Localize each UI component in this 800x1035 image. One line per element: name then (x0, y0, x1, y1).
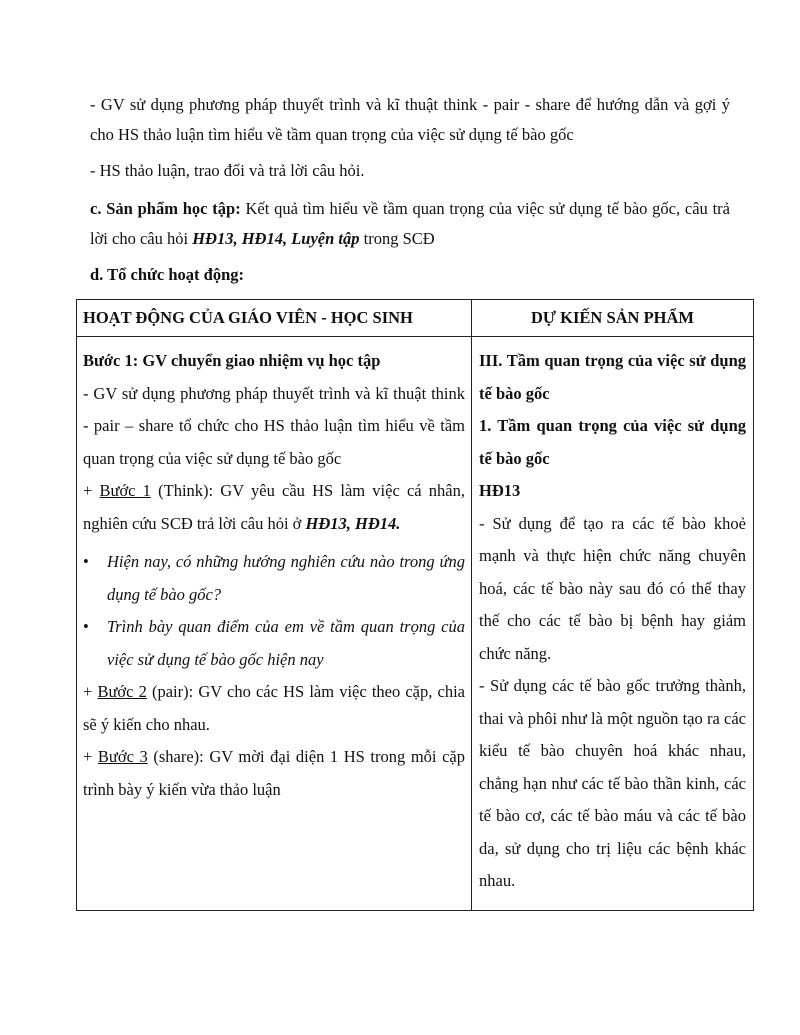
product-text: Kết quả tìm hiểu về tầm quan trọng của việc sử dụng tế bào gốc, câu trả lời cho câu hỏi (90, 199, 730, 248)
header-teacher-student: HOẠT ĐỘNG CỦA GIÁO VIÊN - HỌC SINH (77, 300, 472, 337)
hs-line: - HS thảo luận, trao đổi và trả lời câu hỏi. (90, 161, 365, 180)
header-expected-product: DỰ KIẾN SẢN PHẨM (472, 300, 754, 337)
sub-step-1-refs: HĐ13, HĐ14. (305, 513, 401, 533)
step-heading: Bước 1: GV chuyển giao nhiệm vụ học tập (83, 351, 381, 370)
sub-step-2-label: Bước 2 (97, 682, 147, 701)
organize-paragraph (90, 260, 730, 290)
product-paragraph (90, 194, 730, 254)
sub-step-3-label: Bước 3 (97, 747, 148, 766)
importance-point-2: - Sử dụng các tế bào gốc trưởng thành, thai và phôi như là một nguồn tạo ra các kiểu tế bào chuyên hoá khác nhau, chẳng hạn như các tế bào thần kinh, các tế bào cơ, các tế bào máu và các tế bào da, sử dụng cho trị liệu các bệnh khác nhau. (479, 676, 746, 890)
sub-step-3-text: (share): GV mời đại diện 1 HS trong mỗi cặp trình bày ý kiến vừa thảo luận (83, 747, 466, 799)
sub-step-3-prefix: + (83, 747, 98, 766)
question-bullet-2: • Trình bày quan điểm của em về tầm quan trọng của việc sử dụng tế bào gốc hiện nay (83, 611, 465, 676)
sub-step-2 (83, 676, 465, 741)
sub-step-3 (83, 741, 465, 806)
method-line: - GV sử dụng phương pháp thuyết trình và kĩ thuật think - pair - share để hướng dẫn và gợi ý cho HS thảo luận tìm hiểu về tầm quan trọng của việc sử dụng tế bào gốc (90, 95, 730, 144)
expected-product-cell (472, 337, 754, 911)
hs-paragraph (90, 156, 730, 186)
sub-step-2-text: (pair): GV cho các HS làm việc theo cặp, chia sẽ ý kiến cho nhau. (83, 682, 466, 734)
question-bullet-1: • Hiện nay, có những hướng nghiên cứu nào trong ứng dụng tế bào gốc? (83, 546, 465, 611)
sub-step-2-prefix: + (83, 682, 98, 701)
table-header-row (77, 300, 754, 337)
sub-step-1-prefix: + (83, 481, 100, 500)
product-tail: trong SCĐ (359, 229, 435, 248)
table-body-row (77, 337, 754, 911)
sub-step-1-text: (Think): GV yêu cầu HS làm việc cá nhân, nghiên cứu SCĐ trả lời câu hỏi ở (83, 481, 466, 533)
activity-label: HĐ13 (479, 481, 521, 500)
method-text: - GV sử dụng phương pháp thuyết trình và kĩ thuật think - pair – share tổ chức cho HS thảo luận tìm hiểu về tầm quan trọng của việc sử dụng tế bào gốc (83, 383, 465, 468)
activity-table (76, 299, 754, 911)
sub-step-1 (83, 475, 465, 540)
organize-heading: d. Tổ chức hoạt động: (90, 265, 245, 284)
sub-step-1-label: Bước 1 (99, 481, 151, 500)
product-label: c. Sản phẩm học tập: (90, 199, 241, 218)
product-refs: HĐ13, HĐ14, Luyện tập (192, 229, 360, 248)
importance-point-1: - Sử dụng để tạo ra các tế bào khoẻ mạnh và thực hiện chức năng chuyên hoá, các tế bào này sau đó có thể thay thế cho các tế bào bị bệnh hay giảm chức năng. (479, 513, 746, 663)
section-title: III. Tầm quan trọng của việc sử dụng tế bào gốc (479, 351, 746, 403)
method-paragraph (90, 90, 730, 150)
sub-title: 1. Tầm quan trọng của việc sử dụng tế bào gốc (479, 416, 746, 468)
teacher-student-cell (77, 337, 472, 911)
